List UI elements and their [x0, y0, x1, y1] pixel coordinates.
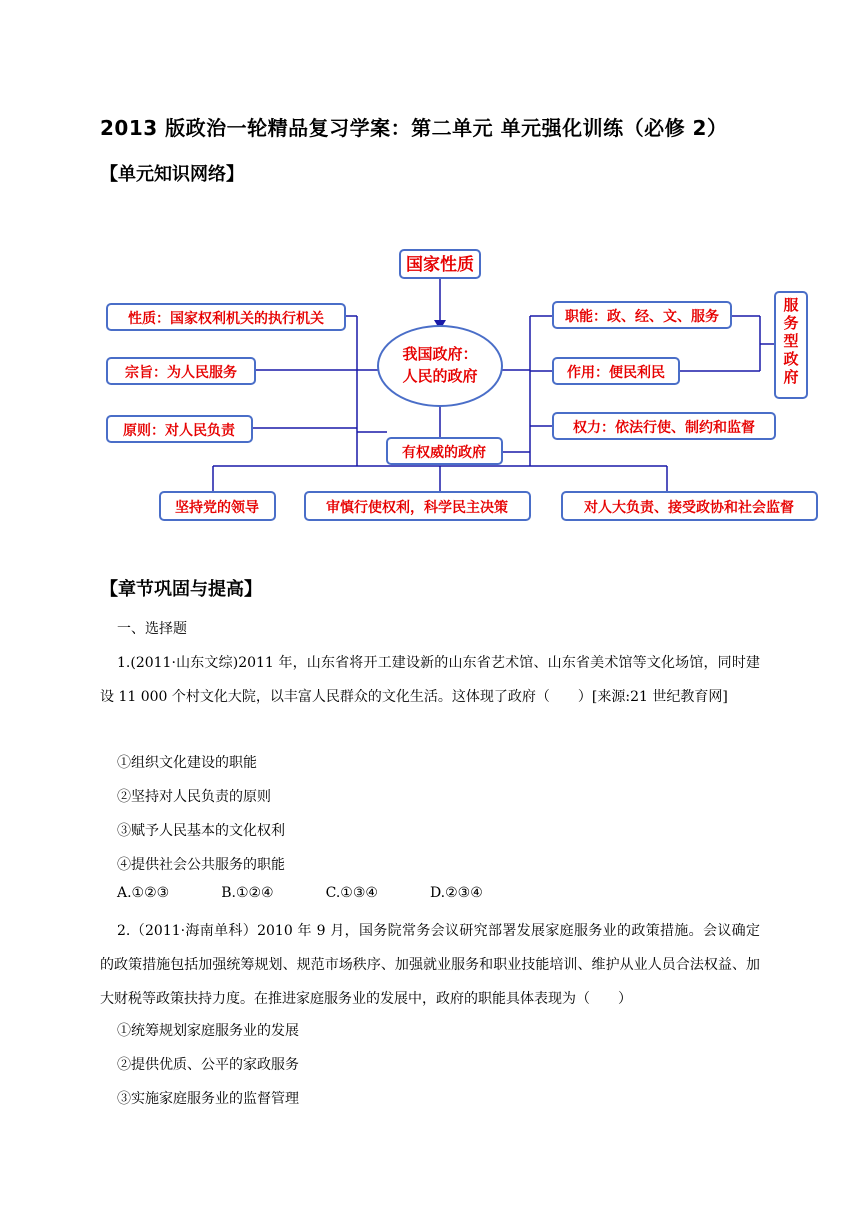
- service-box-char: 型: [783, 332, 799, 350]
- knowledge-network-diagram: [95, 236, 835, 536]
- q1-item-3: ③赋予人民基本的文化权利: [117, 823, 285, 839]
- q1-item-4: ④提供社会公共服务的职能: [117, 857, 285, 873]
- q1-option-b[interactable]: B.①②④: [221, 885, 274, 901]
- node-left-purpose: [107, 358, 255, 384]
- node-left-nature-label: 性质：国家权利机关的执行机关: [128, 311, 324, 327]
- node-state-nature-label: 国家性质: [406, 255, 474, 275]
- node-left-nature: [107, 304, 345, 330]
- node-bottom-supervision-label: 对人大负责、接受政协和社会监督: [584, 500, 794, 516]
- section-heading-consolidate: 【章节巩固与提高】: [100, 579, 262, 600]
- node-bottom-party-label: 坚持党的领导: [175, 500, 259, 516]
- q2-item-1: ①统筹规划家庭服务业的发展: [117, 1023, 299, 1039]
- node-bottom-decision-label: 审慎行使权利，科学民主决策: [326, 500, 508, 516]
- node-left-principle-label: 原则：对人民负责: [123, 423, 235, 439]
- node-bottom-supervision: [562, 492, 817, 520]
- node-left-principle: [107, 416, 252, 442]
- service-box-char: 府: [783, 368, 799, 386]
- q1-item-1: ①组织文化建设的职能: [117, 755, 257, 771]
- node-right-function: [553, 302, 731, 328]
- node-right-power: [553, 413, 775, 439]
- q1-item-2: ②坚持对人民负责的原则: [117, 789, 271, 805]
- node-right-power-label: 权力：依法行使、制约和监督: [573, 420, 755, 436]
- q1-option-d[interactable]: D.②③④: [429, 885, 483, 901]
- section-heading-network: 【单元知识网络】: [100, 164, 244, 185]
- center-label-line2: 人民的政府: [402, 367, 478, 385]
- question-2-stem: 2.（2011·海南单科）2010 年 9 月，国务院常务会议研究部署发展家庭服务业的政策措施。会议确定的政策措施包括加强统筹规划、规范市场秩序、加强就业服务和职业技能培训、维护从业人员合法权益、加大财税等政策扶持力度。在推进家庭服务业的发展中，政府的职能具体表现为（ ）: [100, 923, 760, 1007]
- q2-item-3: ③实施家庭服务业的监督管理: [117, 1091, 299, 1107]
- node-authoritative-label: 有权威的政府: [402, 445, 486, 461]
- node-right-function-label: 职能：政、经、文、服务: [565, 309, 719, 325]
- service-box-char: 服: [783, 296, 799, 314]
- center-label-line1: 我国政府：: [402, 345, 478, 363]
- q2-item-2: ②提供优质、公平的家政服务: [117, 1057, 299, 1073]
- part-heading-choice: 一、选择题: [117, 621, 187, 637]
- node-right-role-label: 作用：便民利民: [567, 365, 665, 381]
- node-center-government: [378, 326, 502, 406]
- node-bottom-party-leadership: [160, 492, 275, 520]
- service-box-char: 务: [783, 314, 799, 332]
- node-bottom-decision-making: [305, 492, 530, 520]
- q1-options: [117, 885, 535, 901]
- service-box-char: 政: [783, 350, 799, 368]
- document-title: 2013 版政治一轮精品复习学案：第二单元 单元强化训练（必修 2）: [100, 116, 728, 140]
- q1-option-c[interactable]: C.①③④: [325, 885, 378, 901]
- node-state-nature: [400, 250, 480, 278]
- node-left-purpose-label: 宗旨：为人民服务: [125, 365, 237, 381]
- question-1-stem: 1.(2011·山东文综)2011 年，山东省将开工建设新的山东省艺术馆、山东省美术馆等文化场馆，同时建设 11 000 个村文化大院，以丰富人民群众的文化生活。这体现了政府（ ）[来源:21 世纪教育网]: [100, 655, 760, 705]
- q1-option-a[interactable]: A.①②③: [117, 885, 170, 901]
- node-right-role: [553, 358, 679, 384]
- node-service-government: [775, 292, 807, 398]
- node-authoritative-government: [387, 438, 502, 464]
